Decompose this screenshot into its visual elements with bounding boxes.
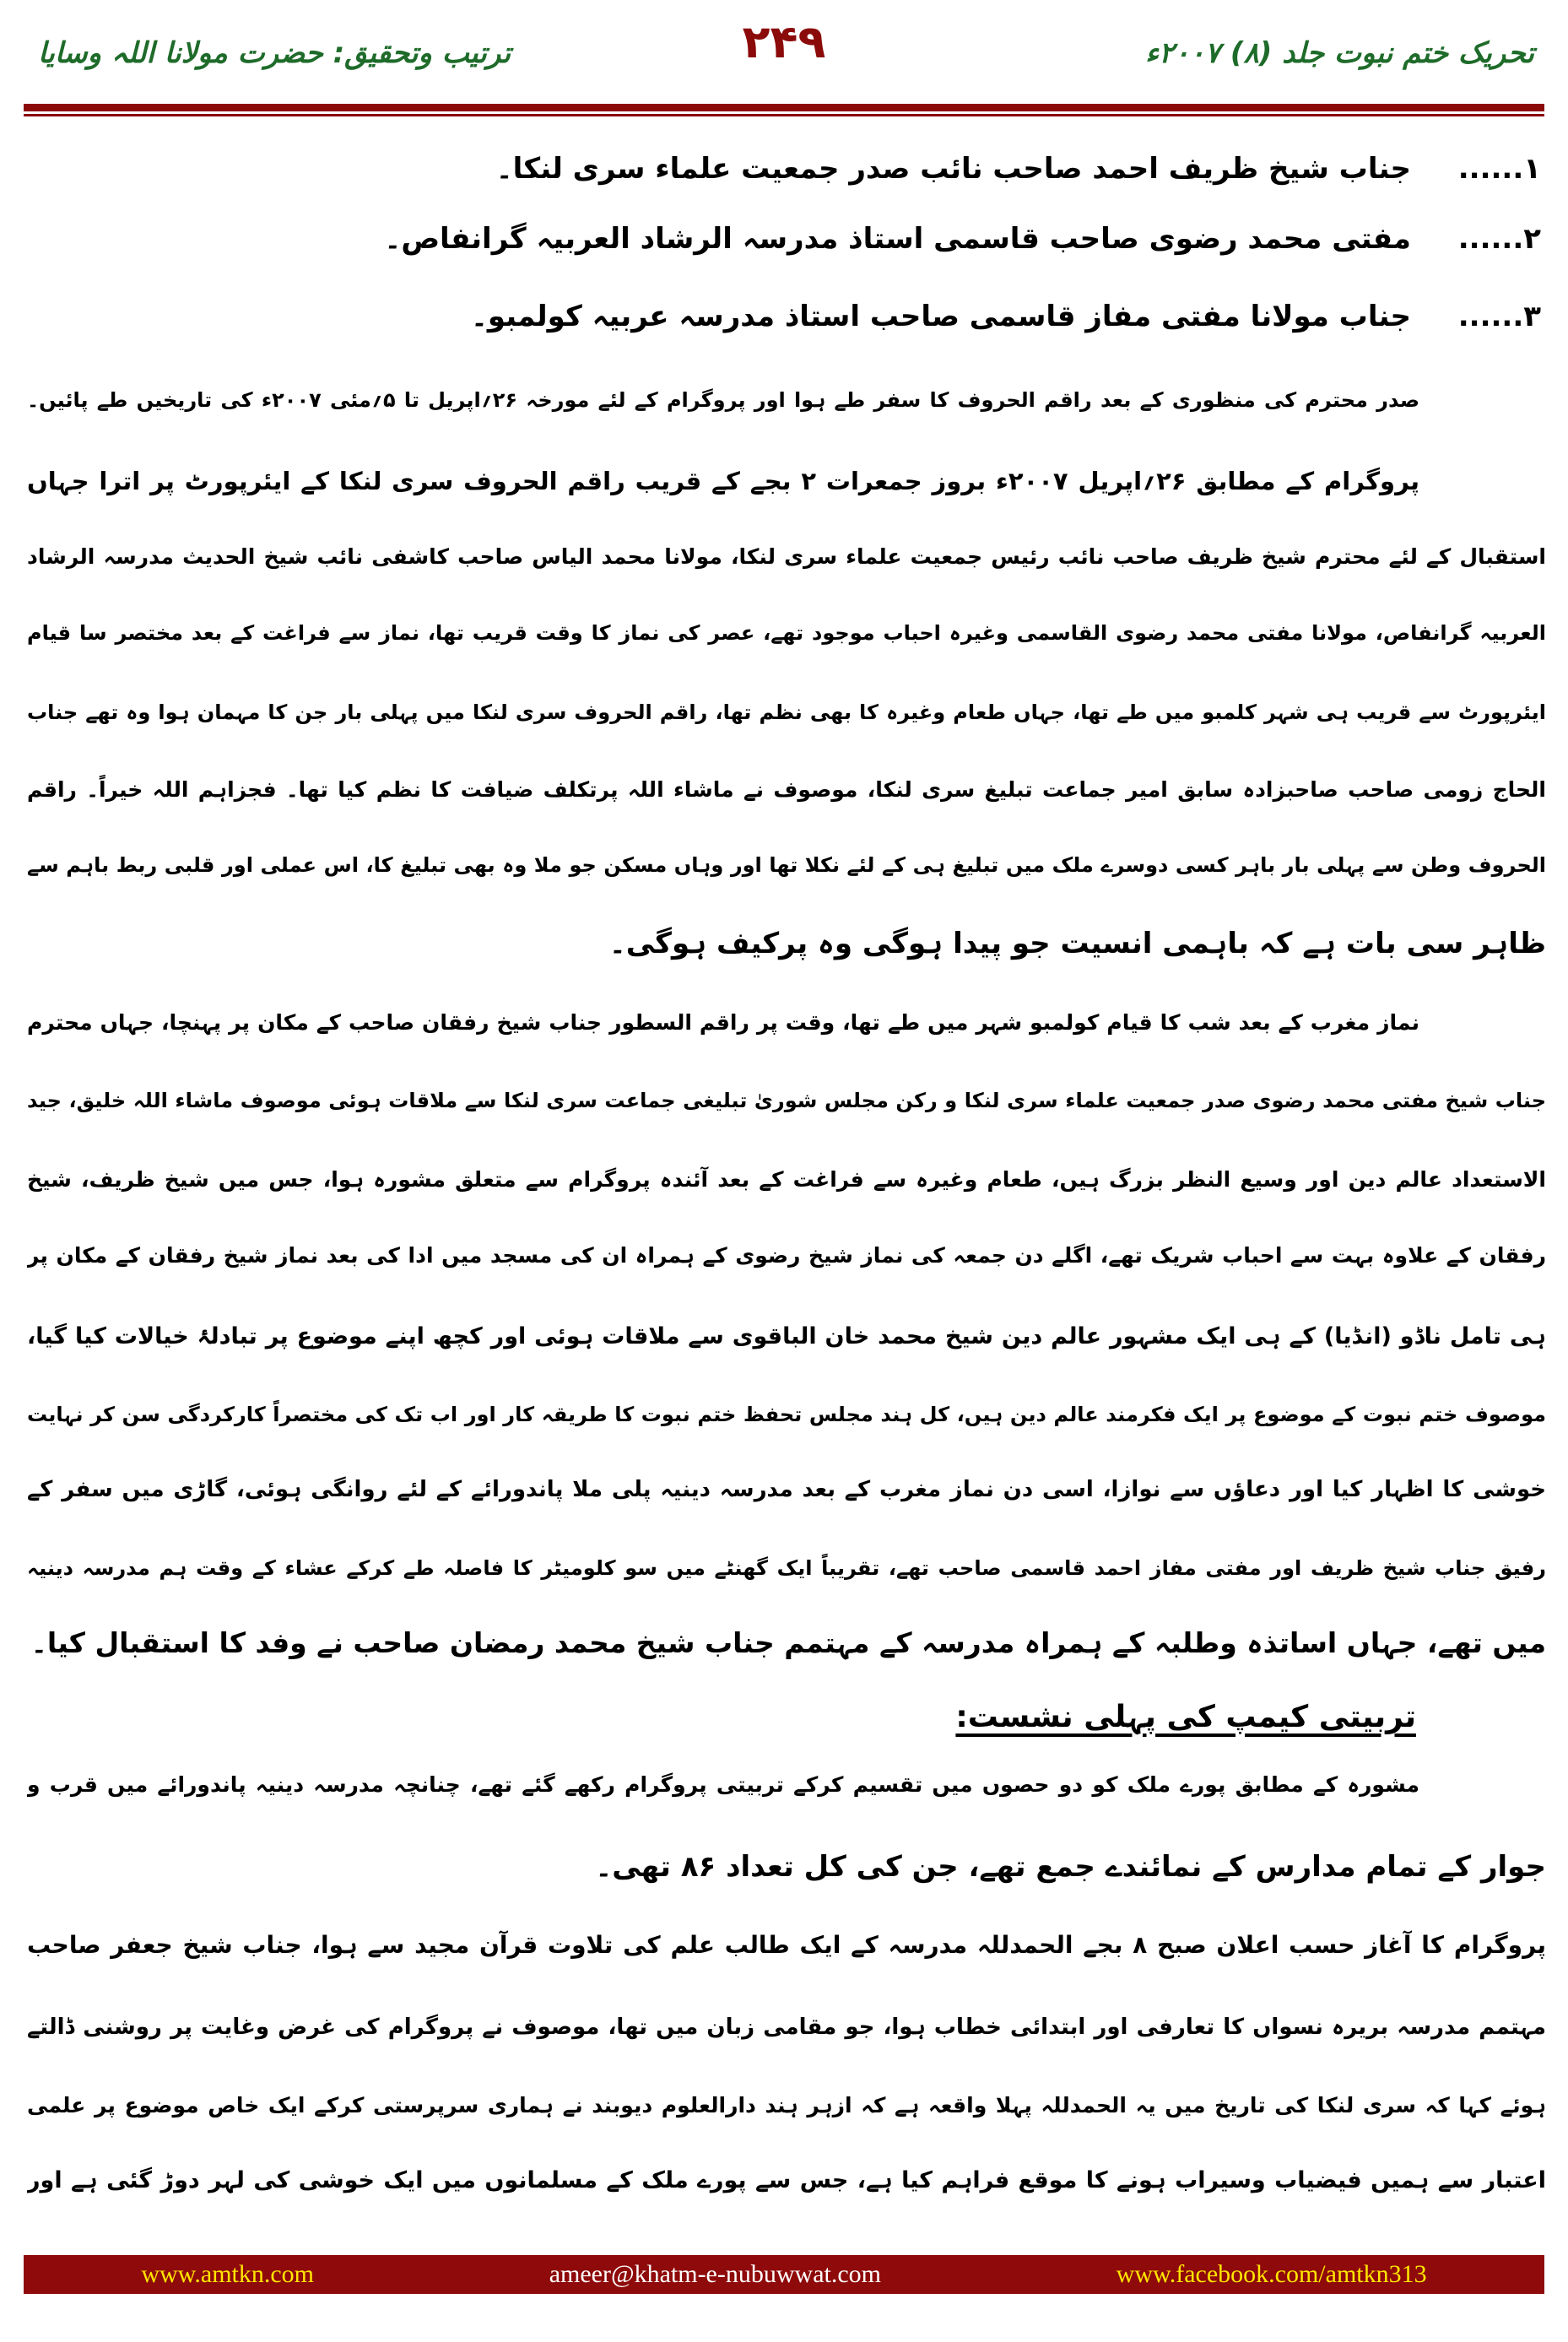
- list-number: ۲......: [1457, 222, 1541, 256]
- compiler-credit: ترتیب وتحقیق: حضرت مولانا اللہ وسایا: [38, 36, 511, 70]
- header-rule-thin: [24, 114, 1544, 116]
- paragraph-line: جوار کے تمام مدارس کے نمائندے جمع تھے، جن کی کل تعداد ۸۶ تھی۔: [595, 1850, 1546, 1884]
- email-link[interactable]: ameer@khatm-e-nubuwwat.com: [549, 2260, 881, 2288]
- page-number: ۲۴۹: [742, 15, 826, 68]
- paragraph-line: ایئرپورٹ سے قریب ہی شہر کلمبو میں طے تھا، جہاں طعام وغیرہ کا بھی نظم تھا، راقم الحروف سری لنکا میں پہلی بار جن کا مہمان ہوا وہ تھے جناب: [27, 700, 1546, 724]
- paragraph-line: ہوئے کہا کہ سری لنکا کی تاریخ میں یہ الحمدللہ پہلا واقعہ ہے کہ ازہر ہند دارالعلوم دیوبند نے ہماری سرپرستی کرکے ایک خاص موضوع پر علمی: [27, 2093, 1546, 2118]
- list-number: ۳......: [1457, 300, 1541, 333]
- paragraph-line: الاستعداد عالم دین اور وسیع النظر بزرگ ہیں، طعام وغیرہ سے فراغت کے بعد آئندہ پروگرام سے متعلق مشورہ ہوا، جس میں شیخ ظریف، شیخ: [27, 1167, 1546, 1192]
- paragraph-line: ہی تامل ناڈو (انڈیا) کے ہی ایک مشہور عالم دین شیخ محمد خان الباقوی سے ملاقات ہوئی اور کچھ اپنے موضوع پر تبادلۂ خیالات کیا گیا،: [27, 1323, 1546, 1349]
- list-number: ۱......: [1457, 152, 1541, 186]
- section-heading: تربیتی کیمپ کی پہلی نشست:: [955, 1700, 1416, 1734]
- paragraph-line: الحاج زومی صاحب صاحبزادہ سابق امیر جماعت تبلیغ سری لنکا، موصوف نے ماشاء اللہ پرتکلف ضیافت کا نظم کیا تھا۔ فجزاہم اللہ خیراً۔ راقم: [27, 777, 1546, 802]
- paragraph-line: صدر محترم کی منظوری کے بعد راقم الحروف کا سفر طے ہوا اور پروگرام کے لئے مورخہ ۲۶؍اپریل تا ۵؍مئی ۲۰۰۷ء کی تاریخیں طے پائیں۔: [27, 388, 1420, 412]
- list-item: جناب مولانا مفتی مفاز قاسمی صاحب استاذ مدرسہ عربیہ کولمبو۔: [470, 300, 1411, 333]
- paragraph-line: موصوف ختم نبوت کے موضوع پر ایک فکرمند عالم دین ہیں، کل ہند مجلس تحفظ ختم نبوت کا طریقہ کار اور اب تک کی مختصراً کارکردگی سن کر نہایت: [27, 1403, 1546, 1426]
- paragraph-line: الحروف وطن سے پہلی بار باہر کسی دوسرے ملک میں تبلیغ ہی کے لئے نکلا تھا اور وہاں مسکن جو ملا وہ بھی تبلیغ کا، اس عملی اور قلبی ربط باہم سے: [27, 853, 1546, 877]
- footer-bar: [24, 2255, 1544, 2294]
- paragraph-line: پروگرام کے مطابق ۲۶؍اپریل ۲۰۰۷ء بروز جمعرات ۲ بجے کے قریب راقم الحروف سری لنکا کے ایئرپورٹ پر اترا جہاں: [27, 467, 1419, 495]
- list-item: جناب شیخ ظریف احمد صاحب نائب صدر جمعیت علماء سری لنکا۔: [495, 152, 1411, 186]
- book-title: تحریک ختم نبوت جلد (۸) ۲۰۰۷ء: [1145, 36, 1534, 70]
- paragraph-line: نماز مغرب کے بعد شب کا قیام کولمبو شہر میں طے تھا، وقت پر راقم السطور جناب شیخ رفقان صاحب کے مکان پر پہنچا، جہاں محترم: [27, 1010, 1419, 1035]
- paragraph-line: مشورہ کے مطابق پورے ملک کو دو حصوں میں تقسیم کرکے تربیتی پروگرام رکھے گئے تھے، چنانچہ مدرسہ دینیہ پاندورائے میں قرب و: [27, 1772, 1419, 1797]
- paragraph-line: مہتمم مدرسہ بریرہ نسواں کا تعارفی اور ابتدائی خطاب ہوا، جو مقامی زبان میں تھا، موصوف نے پروگرام کی غرض وغایت پر روشنی ڈالتے: [27, 2015, 1546, 2040]
- paragraph-line: اعتبار سے ہمیں فیضیاب وسیراب ہونے کا موقع فراہم کیا ہے، جس سے پورے ملک کے مسلمانوں میں ایک خوشی کی لہر دوڑ گئی ہے اور: [27, 2167, 1546, 2193]
- header-rule-thick: [24, 104, 1544, 111]
- paragraph-line: استقبال کے لئے محترم شیخ ظریف صاحب نائب رئیس جمعیت علماء سری لنکا، مولانا محمد الیاس صاحب کاشفی نائب شیخ الحدیث مدرسہ الرشاد: [27, 544, 1546, 569]
- paragraph-line: العربیہ گرانفاص، مولانا مفتی محمد رضوی القاسمی وغیرہ احباب موجود تھے، عصر کی نماز کا وقت قریب تھا، نماز سے فراغت کے بعد مختصر سا قیام: [27, 621, 1546, 645]
- paragraph-line: ظاہر سی بات ہے کہ باہمی انسیت جو پیدا ہوگی وہ پرکیف ہوگی۔: [608, 927, 1546, 960]
- facebook-link[interactable]: www.facebook.com/amtkn313: [1116, 2260, 1427, 2288]
- paragraph-line: جناب شیخ مفتی محمد رضوی صدر جمعیت علماء سری لنکا و رکن مجلس شوریٰ تبلیغی جماعت سری لنکا سے ملاقات ہوئی موصوف ماشاء اللہ خلیق، جید: [27, 1089, 1546, 1112]
- list-item: مفتی محمد رضوی صاحب قاسمی استاذ مدرسہ الرشاد العربیہ گرانفاص۔: [384, 222, 1411, 256]
- paragraph-line: میں تھے، جہاں اساتذہ وطلبہ کے ہمراہ مدرسہ کے مہتمم جناب شیخ محمد رمضان صاحب نے وفد کا استقبال کیا۔: [30, 1626, 1546, 1659]
- paragraph-line: رفقان کے علاوہ بہت سے احباب شریک تھے، اگلے دن جمعہ کی نماز شیخ رضوی کے ہمراہ ان کی مسجد میں ادا کی بعد نماز شیخ رفقان کے مکان پر: [27, 1243, 1546, 1268]
- website-link[interactable]: www.amtkn.com: [141, 2260, 315, 2288]
- paragraph-line: پروگرام کا آغاز حسب اعلان صبح ۸ بجے الحمدللہ مدرسہ کے ایک طالب علم کی تلاوت قرآن مجید سے ہوا، جناب شیخ جعفر صاحب: [27, 1931, 1546, 1959]
- paragraph-line: خوشی کا اظہار کیا اور دعاؤں سے نوازا، اسی دن نماز مغرب کے بعد مدرسہ دینیہ پلی ملا پاندورائے کے لئے روانگی ہوئی، گاڑی میں سفر کے: [27, 1477, 1546, 1502]
- paragraph-line: رفیق جناب شیخ ظریف اور مفتی مفاز احمد قاسمی صاحب تھے، تقریباً ایک گھنٹے میں سو کلومیٹر کا فاصلہ طے کرکے عشاء کے وقت ہم مدرسہ دینیہ: [27, 1556, 1546, 1580]
